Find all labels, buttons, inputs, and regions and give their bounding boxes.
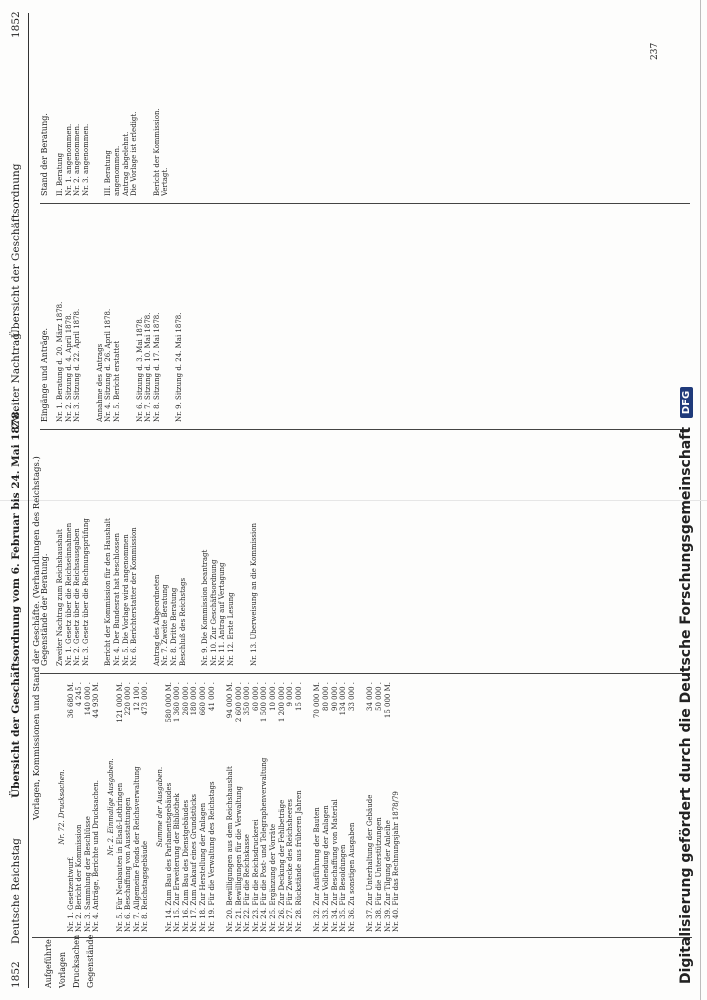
subject-line: Nr. 3. Gesetz über die Rechnungsprüfung [81,518,90,666]
header-left-label: Deutsche Reichstag [10,838,22,944]
budget-line [173,682,182,932]
budget-line [295,682,304,932]
budget-text: Nr. 1. Gesetzentwurf. [66,856,75,932]
budget-text: Nr. 16. Zum Bau des Dienstgebäudes [181,799,190,932]
status-line: III. Beratung [104,150,113,196]
input-line: Annahme des Antrags [95,343,104,422]
budget-text: Nr. 36. Zu sonstigen Ausgaben [347,822,356,932]
budget-line [384,682,393,932]
budget-text: Nr. 7. Allgemeine Fonds der Reichsverwaltung [132,766,141,932]
budget-line [375,682,384,932]
budget-amount: 94 000 M. [226,682,235,719]
budget-text: Nr. 26. Zur Deckung der Fehlbeträge [277,799,286,932]
budget-amount: 1 360 000 . [173,682,182,723]
section-heading: Summe der Ausgaben. [155,766,164,848]
input-line: Nr. 6. Sitzung d. 3. Mai 1878. [135,317,144,422]
status-line: II. Beratung [56,152,64,196]
budget-line [392,682,401,932]
budget-text: Nr. 23. Für die Reichsdruckerei [251,819,260,932]
subject-line: Nr. 7. Zweite Beratung [161,584,170,666]
status-line: Nr. 3. angenommen. [81,123,90,196]
budget-line [269,682,278,932]
budget-amount: 121 000 M. [115,682,124,723]
budget-text: Nr. 20. Bewilligungen aus dem Reichshaushalt [226,766,235,932]
input-line: Nr. 5. Bericht erstattet [112,340,121,422]
budget-text: Nr. 37. Zur Unterhaltung der Gebäude [366,794,375,932]
budget-line [124,682,133,932]
budget-line [226,682,235,932]
budget-amount: 473 000 . [141,682,150,716]
subject-line: Nr. 6. Berichterstatter der Kommission [130,527,139,666]
budget-text: Nr. 8. Reichstagsgebäude [141,840,150,932]
subject-line: Nr. 10. Zur Geschäftsordnung [209,559,218,666]
subject-line: Beschluß des Reichstags [178,577,187,666]
budget-text: Nr. 5. Für Neubauten in Elsaß-Lothringen [115,782,124,932]
subject-line: Nr. 5. Die Vorlage wird angenommen [121,534,130,666]
budget-amount: 4 245 . [75,682,84,707]
column-divider [40,203,690,204]
budget-amount: 10 000 . [269,682,278,711]
budget-text: Nr. 33. Zur Vollendung der Anlagen [322,805,331,932]
budget-amount: 36 680 M. [66,682,75,719]
budget-amount: 50 000 . [375,682,383,711]
input-line: Nr. 1. Beratung d. 20. März 1878. [56,301,64,422]
budget-amount: 34 000 . [366,682,375,711]
subject-line: Nr. 4. Der Bundesrat hat beschlossen [112,533,121,666]
budget-line [199,682,208,932]
subject-line: Nr. 1. Gesetz über die Reichseinnahmen [64,522,73,666]
input-line: Nr. 8. Sitzung d. 17. Mai 1878. [152,312,161,422]
subject-line: Nr. 12. Erste Lesung [226,592,235,666]
budget-amount: 33 000 . [347,682,356,711]
budget-amount: 134 000 . [339,682,348,716]
dfg-footer-text: Digitalisierung gefördert durch die Deutsche Forschungsgemeinschaft [678,426,694,984]
subjects-column [56,436,258,666]
budget-line [92,682,101,932]
budget-line [286,682,295,932]
budget-line [141,682,150,932]
dfg-logo-icon: DFG [680,387,693,418]
budget-line [348,682,357,932]
budget-line [260,682,269,932]
header-rule [28,13,29,988]
budget-amount: 660 000 . [198,682,207,716]
input-line: Nr. 3. Sitzung d. 22. April 1878. [73,308,82,422]
budget-text: Nr. 40. Für das Rechnungsjahr 1878/79 [392,791,401,932]
budget-text: Nr. 35. Für Besoldungen [339,844,348,932]
status-column [56,26,170,196]
section-heading: Nr. 2. Einmalige Ausgaben. [106,758,115,856]
subheader: Vorlagen, Kommissionen und Stand der Geschäfte. (Verhandlungen des Reichstags.) [32,456,42,820]
budget-text: Nr. 21. Bewilligungen für die Verwaltung [234,786,243,932]
input-line: Nr. 7. Sitzung d. 10. Mai 1878. [144,312,153,422]
budget-text: Nr. 18. Zur Herstellung der Anlagen [198,802,207,932]
budget-line [182,682,191,932]
budget-text: Nr. 38. Für die Unterstützungen [375,817,383,932]
budget-amount: 220 000 . [124,682,133,716]
budget-text: Nr. 25. Ergänzung der Vorräte [269,823,278,932]
input-line: Nr. 2. Sitzung d. 4. April 1878. [64,313,73,422]
budget-text: Nr. 17. Zum Ankauf eines Grundstücks [190,793,199,932]
status-line: angenommen. [112,145,121,196]
budget-amount: 580 000 M. [164,682,173,723]
budget-amount: 1 200 000 . [277,682,286,723]
budget-text: Nr. 15. Zur Erweiterung der Bibliothek [173,793,182,932]
status-line: Antrag abgelehnt. [121,131,130,196]
left-margin-column [42,934,98,988]
budget-text: Nr. 24. Für die Post- und Telegraphenverwaltung [260,757,269,932]
dfg-footer-banner [678,387,694,984]
budget-line [313,682,322,932]
subject-line: Bericht der Kommission für den Haushalt [104,518,113,666]
budget-amount: 140 000 . [83,682,92,716]
left-margin-label: Drucksachen [72,934,81,988]
budget-line [67,682,76,932]
budget-items-column [52,682,401,932]
column-divider [40,673,690,674]
header-page-left: 1852 [10,961,22,988]
budget-amount: 44 930 M. [92,682,101,719]
budget-line [165,682,174,932]
budget-line [84,682,93,932]
budget-line [366,682,375,932]
budget-amount: 2 600 000 . [234,682,243,723]
budget-line [331,682,340,932]
header-title: Übersicht der Geschäftsordnung vom 6. Februar bis 24. Mai 1878. [10,407,22,798]
budget-amount: 41 000 . [207,682,216,711]
header-right-label: Zweiter Nachtrag. [10,329,22,428]
budget-line [252,682,261,932]
budget-text: Nr. 3. Sammlung der Beschlüsse [83,816,92,932]
budget-line [208,682,217,932]
budget-text: Nr. 28. Rückstände aus früheren Jahren [294,790,303,932]
subject-line: Zweiter Nachtrag zum Reichshaushalt [56,529,64,666]
budget-text: Nr. 22. Für die Reichskasse [243,834,252,932]
budget-text: Nr. 4. Anträge, Berichte und Drucksachen. [92,780,101,932]
column-header-inputs: Eingänge und Anträge. [40,327,49,422]
budget-text: Nr. 39. Zur Tilgung der Anleihe [383,820,392,932]
status-line: Vertagt. [161,167,170,196]
subject-line: Nr. 13. Überweisung an die Kommission [249,523,258,666]
budget-amount: 70 000 M. [313,682,322,719]
status-line: Die Vorlage ist erledigt. [130,111,139,196]
status-line: Bericht der Kommission. [152,108,161,196]
page-number: 237 [650,42,660,60]
header-page-right: 1852 [10,11,22,38]
input-line: Nr. 9. Sitzung d. 24. Mai 1878. [175,312,184,422]
status-line: Nr. 2. angenommen. [73,123,82,196]
column-divider [32,937,692,938]
input-line: Nr. 4. Sitzung d. 26. April 1878. [104,308,113,422]
budget-amount: 260 000 . [181,682,190,716]
subject-line: Nr. 8. Dritte Beratung [169,587,178,666]
budget-line [278,682,287,932]
section-heading: Nr. 72. Drucksachen. [58,769,66,845]
budget-amount: 1 500 000 . [260,682,269,723]
budget-amount: 15 000 . [294,682,303,711]
budget-text: Nr. 34. Zur Beschaffung von Material [330,799,339,932]
header-right-title: Übersicht der Geschäftsordnung [10,163,22,338]
subject-line: Antrag des Abgeordneten [152,574,161,666]
budget-line [116,682,125,932]
budget-line [190,682,199,932]
budget-amount: 90 000 . [330,682,339,711]
budget-text: Nr. 32. Zur Ausführung der Bauten [313,807,322,932]
subject-line: Nr. 9. Die Kommission beantragt [201,549,210,666]
inputs-column [56,212,184,422]
budget-text: Nr. 19. Für die Verwaltung des Reichstags [207,781,216,932]
column-divider [40,429,690,430]
subject-line: Nr. 11. Antrag auf Vertagung [218,562,227,666]
left-margin-label: Gegenstände [86,934,95,988]
budget-line [322,682,331,932]
budget-amount: 350 000 . [243,682,252,716]
budget-text: Nr. 2. Bericht der Kommission [75,824,84,932]
left-margin-label: Aufgeführte Vorlagen [44,939,67,988]
budget-amount: 12 100 . [132,682,141,711]
budget-amount: 180 000 . [190,682,199,716]
budget-text: Nr. 27. Für Zwecke des Reichsheeres [286,799,295,932]
budget-line [243,682,252,932]
budget-text: Nr. 14. Zum Bau des Parlamentsgebäudes [164,782,173,932]
budget-text: Nr. 6. Beschaffung von Ausstattungen [124,797,133,932]
budget-line [235,682,244,932]
budget-amount: 80 000 . [322,682,331,711]
budget-amount: 15 000 M. [383,682,392,719]
subject-line: Nr. 2. Gesetz über die Reichsausgaben [73,528,82,666]
status-line: Nr. 1. angenommen. [64,123,73,196]
budget-amount: 60 000 . [251,682,260,711]
budget-amount: 9 000 . [286,682,295,707]
column-header-subjects: Gegenstände der Beratung. [40,553,49,666]
budget-line [339,682,348,932]
column-header-status: Stand der Beratung. [40,113,49,196]
budget-line [75,682,84,932]
budget-line [133,682,142,932]
